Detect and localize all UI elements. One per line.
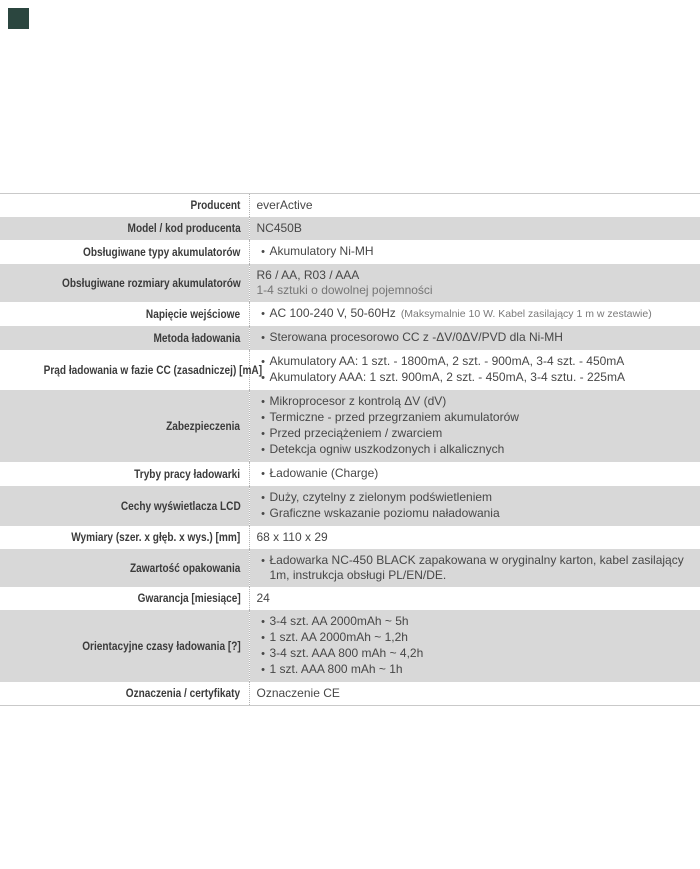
spec-value-line	[257, 330, 693, 346]
spec-label-text: Tryby pracy ładowarki	[134, 466, 241, 481]
spec-label-text: Obsługiwane rozmiary akumulatorów	[61, 275, 241, 290]
spec-label	[0, 587, 249, 610]
spec-row	[0, 350, 700, 390]
spec-label	[0, 326, 249, 350]
spec-value-text: 1-4 sztuki o dowolnej pojemności	[256, 283, 433, 297]
spec-value	[249, 526, 700, 549]
spec-value-text: R6 / AA, R03 / AAA	[256, 268, 360, 282]
spec-value	[249, 390, 700, 462]
spec-value-line	[257, 466, 693, 482]
bullet-icon: •	[261, 632, 265, 644]
bullet-icon: •	[261, 372, 265, 384]
spec-label-text: Napięcie wejściowe	[146, 306, 241, 321]
spec-value-line	[257, 591, 693, 606]
bullet-icon: •	[261, 428, 265, 440]
spec-value-text: Termiczne - przed przegrzaniem akumulatorów	[269, 410, 519, 424]
spec-row	[0, 326, 700, 350]
spec-table-body	[0, 194, 700, 706]
spec-row	[0, 486, 700, 526]
spec-value-line	[257, 426, 693, 442]
spec-value-line	[257, 370, 693, 386]
spec-value	[249, 587, 700, 610]
spec-value-text: Ładowanie (Charge)	[269, 466, 379, 480]
spec-row	[0, 390, 700, 462]
spec-label	[0, 486, 249, 526]
spec-value-text: 68 x 110 x 29	[256, 530, 328, 544]
spec-label	[0, 462, 249, 486]
spec-label-text: Cechy wyświetlacza LCD	[120, 498, 241, 513]
bullet-icon: •	[261, 308, 265, 320]
spec-row	[0, 302, 700, 326]
bullet-icon: •	[261, 444, 265, 456]
bullet-icon: •	[261, 356, 265, 368]
spec-label-text: Prąd ładowania w fazie CC (zasadniczej) [mA]	[43, 362, 263, 377]
spec-value-text: 1 szt. AAA 800 mAh ~ 1h	[269, 662, 403, 676]
spec-label-text: Model / kod producenta	[127, 221, 241, 235]
spec-value-text: Akumulatory Ni-MH	[269, 244, 374, 258]
spec-value-text: Oznaczenie CE	[256, 686, 340, 700]
spec-value-line	[257, 614, 693, 630]
spec-value-text: AC 100-240 V, 50-60Hz	[269, 306, 396, 320]
spec-value-text: Graficzne wskazanie poziomu naładowania	[269, 506, 500, 520]
spec-row	[0, 549, 700, 587]
spec-label	[0, 350, 263, 390]
spec-value-text: Akumulatory AAA: 1 szt. 900mA, 2 szt. - 450mA, 3-4 sztu. - 225mA	[269, 370, 625, 384]
spec-value-line	[257, 198, 693, 213]
spec-label	[0, 240, 249, 264]
spec-value-line	[257, 490, 693, 506]
spec-row	[0, 587, 700, 610]
spec-row	[0, 526, 700, 549]
spec-value	[249, 217, 700, 240]
product-thumbnail[interactable]	[8, 8, 29, 29]
spec-label-text: Zabezpieczenia	[166, 418, 241, 433]
spec-row	[0, 240, 700, 264]
spec-value-text: 3-4 szt. AAA 800 mAh ~ 4,2h	[269, 646, 424, 660]
bullet-icon: •	[261, 468, 265, 480]
spec-value-text: Detekcja ogniw uszkodzonych i alkalicznych	[269, 442, 505, 456]
spec-label	[0, 526, 249, 549]
spec-value	[249, 350, 700, 390]
spec-value-text: Duży, czytelny z zielonym podświetleniem	[269, 490, 493, 504]
spec-label-text: Zawartość opakowania	[130, 560, 241, 575]
spec-label	[0, 610, 249, 682]
spec-label-text: Metoda ładowania	[153, 330, 241, 345]
spec-value-line	[257, 506, 693, 522]
spec-value-line	[257, 410, 693, 426]
spec-label	[0, 682, 249, 706]
spec-value-text: Przed przeciążeniem / zwarciem	[269, 426, 443, 440]
spec-label-text: Producent	[190, 198, 241, 212]
spec-value-line	[257, 662, 693, 678]
spec-row	[0, 194, 700, 218]
spec-value-line	[257, 646, 693, 662]
spec-value-note: (Maksymalnie 10 W. Kabel zasilający 1 m w zestawie)	[400, 308, 652, 320]
spec-value	[249, 264, 700, 302]
spec-value	[249, 462, 700, 486]
spec-value-line	[257, 630, 693, 646]
spec-value-text: 1 szt. AA 2000mAh ~ 1,2h	[269, 630, 408, 644]
spec-value-text: NC450B	[256, 221, 302, 235]
spec-value	[249, 549, 700, 587]
spec-value-text: 24	[256, 591, 270, 605]
bullet-icon: •	[261, 246, 265, 258]
spec-label	[0, 390, 249, 462]
spec-value	[249, 610, 700, 682]
spec-value	[249, 302, 700, 326]
spec-value	[249, 682, 700, 706]
spec-label-text: Wymiary (szer. x głęb. x wys.) [mm]	[71, 530, 241, 544]
spec-value-line	[257, 244, 693, 260]
spec-value-line	[257, 394, 693, 410]
spec-row	[0, 217, 700, 240]
bullet-icon: •	[261, 492, 265, 504]
spec-value-line	[257, 221, 693, 236]
spec-row	[0, 682, 700, 706]
spec-label	[0, 302, 249, 326]
spec-label	[0, 264, 249, 302]
spec-value-line	[257, 530, 693, 545]
spec-value-line	[257, 283, 693, 298]
spec-value	[249, 240, 700, 264]
spec-label	[0, 217, 249, 240]
spec-label-text: Gwarancja [miesiące]	[137, 591, 241, 605]
bullet-icon: •	[261, 648, 265, 660]
spec-value-text: Akumulatory AA: 1 szt. - 1800mA, 2 szt. - 900mA, 3-4 szt. - 450mA	[269, 354, 625, 368]
bullet-icon: •	[261, 616, 265, 628]
bullet-icon: •	[261, 555, 265, 567]
bullet-icon: •	[261, 396, 265, 408]
bullet-icon: •	[261, 508, 265, 520]
spec-value-line	[257, 686, 693, 701]
spec-value-text: Ładowarka NC-450 BLACK zapakowana w oryginalny karton, kabel zasilający 1m, instrukcja obsługi PL/EN/DE.	[269, 553, 684, 582]
spec-value-text: everActive	[256, 198, 313, 212]
spec-value	[249, 194, 700, 218]
bullet-icon: •	[261, 412, 265, 424]
bullet-icon: •	[261, 664, 265, 676]
spec-value	[249, 326, 700, 350]
spec-value-line	[257, 306, 693, 322]
bullet-icon: •	[261, 332, 265, 344]
spec-value-line	[257, 268, 693, 283]
spec-label-text: Orientacyjne czasy ładowania [?]	[81, 638, 241, 653]
spec-label	[0, 194, 249, 218]
spec-row	[0, 264, 700, 302]
spec-value-text: 3-4 szt. AA 2000mAh ~ 5h	[269, 614, 409, 628]
spec-row	[0, 610, 700, 682]
spec-label-text: Oznaczenia / certyfikaty	[126, 686, 241, 700]
spec-value-text: Mikroprocesor z kontrolą ΔV (dV)	[269, 394, 447, 408]
spec-row	[0, 462, 700, 486]
spec-label-text: Obsługiwane typy akumulatorów	[83, 244, 241, 259]
spec-value	[249, 486, 700, 526]
spec-value-text: Sterowana procesorowo CC z -ΔV/0ΔV/PVD dla Ni-MH	[269, 330, 563, 344]
spec-value-line	[257, 354, 693, 370]
spec-value-line	[257, 442, 693, 458]
spec-label	[0, 549, 249, 587]
spec-value-line	[257, 553, 693, 583]
spec-table	[0, 193, 700, 706]
